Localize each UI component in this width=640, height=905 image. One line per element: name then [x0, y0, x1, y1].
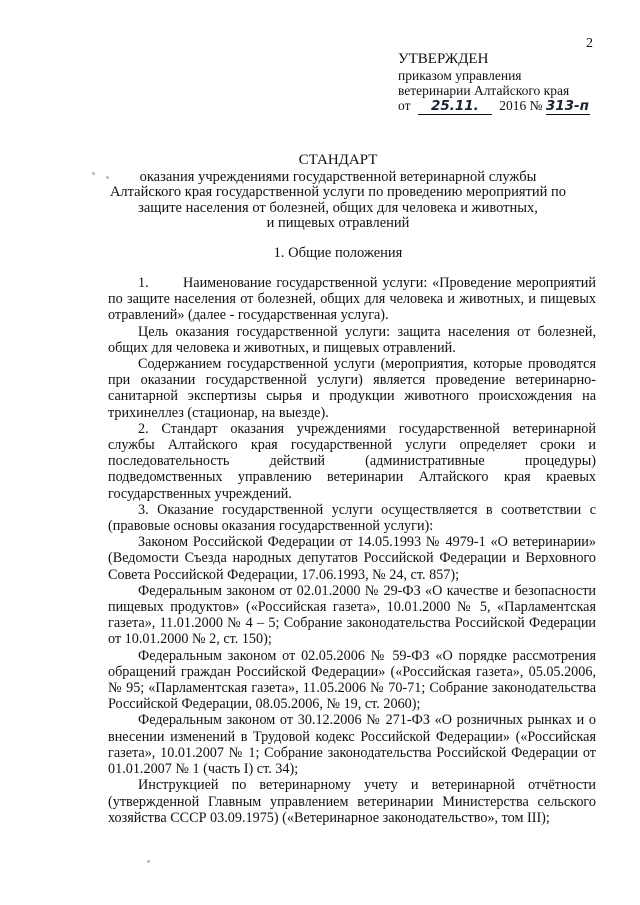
paragraph: Федеральным законом от 02.01.2000 № 29-ФЗ «О качестве и безопасности пищевых продуктов» («Российская газета», 10.01.2000 № 5, «Парламентская газета», 11.01.2000 № 4 – 5; Собрание законодательства Российской Федерации от 10.01.2000 № 2, ст. 150);	[108, 582, 596, 648]
section-heading: 1. Общие положения	[273, 245, 403, 261]
document-title: СТАНДАРТ	[298, 152, 378, 168]
paragraph: 3. Оказание государственной услуги осуществляется в соответствии с (правовые основы оказания государственной услуги):	[108, 501, 596, 535]
document-body	[108, 275, 596, 826]
handwritten-order-number: 313-п	[545, 98, 589, 114]
document-subtitle-line-3: защите населения от болезней, общих для человека и животных,	[138, 199, 538, 216]
document-subtitle-line-4: и пищевых отравлений	[266, 215, 410, 232]
paragraph: Федеральным законом от 30.12.2006 № 271-ФЗ «О розничных рынках и о внесении изменений в Трудовой кодекс Российской Федерации» («Российская газета», 10.01.2007 № 1; Собрание законодательства Российской Федерации от 01.01.2007 № 1 (часть I) ст. 34);	[108, 712, 596, 778]
approval-stamp-block	[398, 52, 590, 115]
paragraph: Инструкцией по ветеринарному учету и ветеринарной отчётности (утвержденной Главным управлением ветеринарии Министерства сельского хозяйства СССР 03.09.1975) («Ветеринарное законодательство», том III);	[108, 777, 596, 826]
page-number: 2	[586, 36, 593, 51]
approval-line-2: ветеринарии Алтайского края	[398, 83, 570, 98]
approval-date-prefix: от	[398, 98, 411, 113]
document-title-block	[60, 153, 616, 232]
paragraph: Законом Российской Федерации от 14.05.1993 № 4979-1 «О ветеринарии» (Ведомости Съезда народных депутатов Российской Федерации и Верховного Совета Российской Федерации, 17.06.1993, № 24, ст. 857);	[108, 534, 596, 583]
approval-line-1: приказом управления	[398, 68, 522, 83]
handwritten-date: 25.11.	[418, 99, 492, 115]
approval-date-line	[398, 98, 590, 115]
scan-artifact	[147, 860, 150, 863]
approval-year-number-label: 2016 №	[499, 98, 543, 113]
document-subtitle-line-2: Алтайского края государственной услуги по проведению мероприятий по	[109, 184, 567, 201]
paragraph: Федеральным законом от 02.05.2006 № 59-ФЗ «О порядке рассмотрения обращений граждан Российской Федерации» («Российская газета», 05.05.2006, № 95; «Парламентская газета», 11.05.2006 № 70-71; Собрание законодательства Российской Федерации, 08.05.2006, № 19, ст. 2060);	[108, 647, 596, 713]
document-subtitle-line-1: оказания учреждениями государственной ветеринарной службы	[139, 168, 537, 185]
scan-artifact	[92, 172, 95, 175]
paragraph: Содержанием государственной услуги (мероприятия, которые проводятся при оказании государственной услуги) является проведение ветеринарно-санитарной экспертизы сырья и продукции животного происхождения на трихинеллез (стационар, на выезде).	[108, 356, 596, 421]
paragraph: 2. Стандарт оказания учреждениями государственной ветеринарной службы Алтайского края государственной услуги определяет сроки и последовательность действий (административные процедуры) подведомственных управлению ветеринарии Алтайского края краевых государственных учреждений.	[108, 420, 596, 502]
approval-title: УТВЕРЖДЕН	[398, 51, 489, 67]
paragraph: Цель оказания государственной услуги: защита населения от болезней, общих для человека и животных, и пищевых отравлений.	[108, 323, 596, 356]
scan-artifact	[106, 176, 109, 179]
paragraph: 1. Наименование государственной услуги: «Проведение мероприятий по защите населения от болезней, общих для человека и животных, и пищевых отравлений» (далее - государственная услуга).	[108, 275, 596, 324]
